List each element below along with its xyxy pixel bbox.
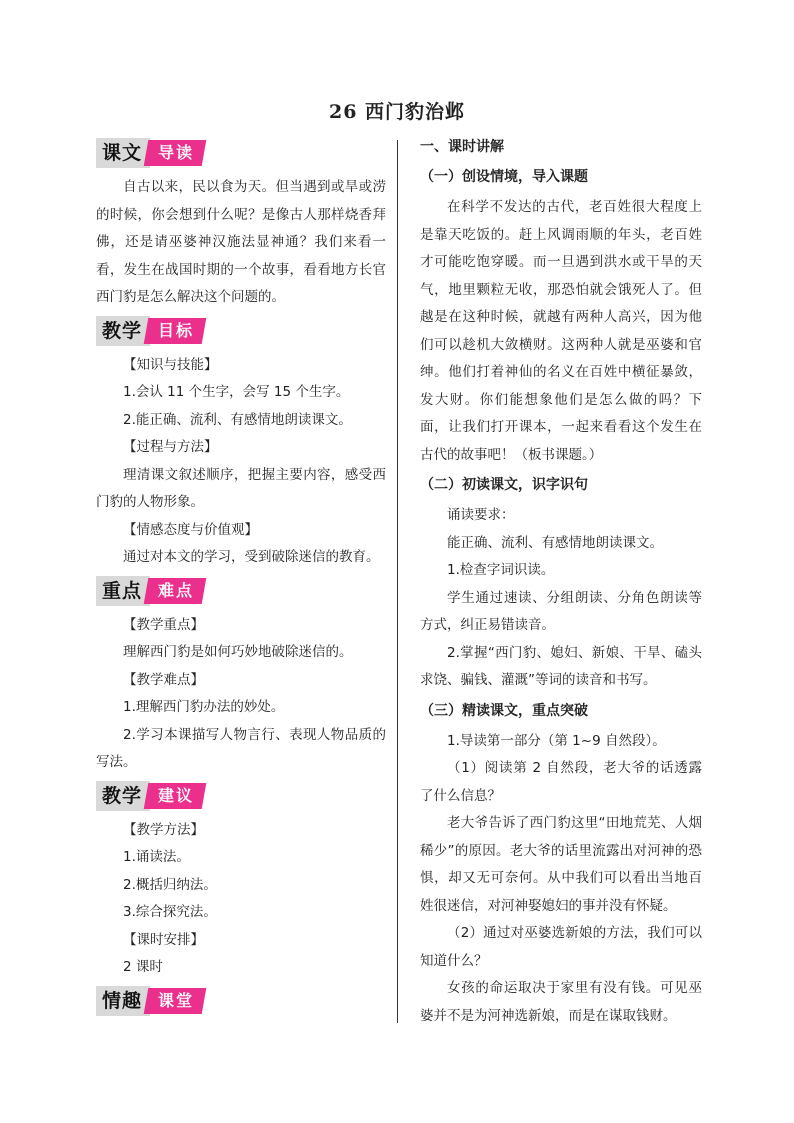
goal-item: 理清课文叙述顺序，把握主要内容，感受西门豹的人物形象。 <box>96 466 386 510</box>
section-badge-advice <box>96 781 386 811</box>
left-column <box>96 134 386 1022</box>
badge-label: 课文 <box>96 138 150 168</box>
badge-label: 教学 <box>96 781 150 811</box>
body-paragraph: 诵读要求： <box>447 507 515 523</box>
body-paragraph: 学生通过速读、分组朗读、分角色朗读等方式，纠正易错读音。 <box>420 589 702 633</box>
body-paragraph: 1.检查字词识读。 <box>447 562 555 578</box>
key-heading: 【教学重点】 <box>123 616 204 633</box>
intro-paragraph: 自古以来，民以食为天。但当遇到或旱或涝的时候，你会想到什么呢？是像古人那样烧香拜佛，还是请巫婆神汉施法显神通？我们来看一看，发生在战国时期的一个故事，看看地方长官西门豹是怎么解决这个问题的。 <box>96 179 386 305</box>
section-heading: 一、课时讲解 <box>420 139 504 155</box>
goal-item: 1.会认 11 个生字，会写 15 个生字。 <box>123 384 350 400</box>
body-paragraph: 2.掌握“西门豹、媳妇、新娘、干旱、磕头求饶、骗钱、灌溉”等词的读音和书写。 <box>420 644 702 688</box>
subsection-heading: （二）初读课文，识字识句 <box>420 477 588 493</box>
body-paragraph: 能正确、流利、有感情地朗读课文。 <box>447 534 663 551</box>
key-item: 2.学习本课描写人物言行、表现人物品质的写法。 <box>96 726 386 770</box>
key-item: 理解西门豹是如何巧妙地破除迷信的。 <box>123 644 353 660</box>
advice-heading: 【课时安排】 <box>123 931 204 948</box>
goal-item: 2.能正确、流利、有感情地朗读课文。 <box>123 411 352 428</box>
advice-item: 2 课时 <box>123 959 163 975</box>
goal-heading: 【过程与方法】 <box>123 439 218 455</box>
body-paragraph: 1.导读第一部分（第 1~9 自然段）。 <box>447 732 666 749</box>
goal-heading: 【情感态度与价值观】 <box>123 521 258 538</box>
advice-item: 1.诵读法。 <box>123 849 190 865</box>
goal-heading: 【知识与技能】 <box>123 356 218 373</box>
advice-item: 2.概括归纳法。 <box>123 876 217 893</box>
badge-tag: 导读 <box>144 140 207 166</box>
badge-label: 重点 <box>96 576 150 606</box>
right-column <box>420 134 702 1030</box>
badge-label: 情趣 <box>96 986 150 1016</box>
subsection-heading: （一）创设情境，导入课题 <box>420 169 588 185</box>
section-badge-goals <box>96 316 386 346</box>
body-paragraph: 在科学不发达的古代，老百姓很大程度上是靠天吃饭的。赶上风调雨顺的年头，老百姓才可能吃饱穿暖。而一旦遇到洪水或干旱的天气，地里颗粒无收，那恐怕就会饿死人了。但越是在这种时候，就越有两种人高兴，因为他们可以趁机大敛横财。这两种人就是巫婆和官绅。他们打着神仙的名义在百姓中横征暴敛，发大财。你们能想象他们是怎么做的吗？下面，让我们打开课本，一起来看看这个发生在古代的故事吧！（板书课题。） <box>420 199 702 463</box>
body-paragraph: （1）阅读第 2 自然段，老大爷的话透露了什么信息？ <box>420 760 702 804</box>
advice-heading: 【教学方法】 <box>123 821 204 838</box>
body-paragraph: 女孩的命运取决于家里有没有钱。可见巫婆并不是为河神选新娘，而是在谋取钱财。 <box>420 980 702 1024</box>
page-title: 26 西门豹治邺 <box>328 101 466 123</box>
badge-tag: 目标 <box>144 318 207 344</box>
body-paragraph: 老大爷告诉了西门豹这里“田地荒芜、人烟稀少”的原因。老大爷的话里流露出对河神的恐惧，却又无可奈何。从中我们可以看出当地百姓很迷信，对河神娶媳妇的事并没有怀疑。 <box>420 815 702 914</box>
key-heading: 【教学难点】 <box>123 671 204 688</box>
advice-item: 3.综合探究法。 <box>123 904 217 920</box>
badge-label: 教学 <box>96 316 150 346</box>
badge-tag: 课堂 <box>144 988 207 1014</box>
key-item: 1.理解西门豹办法的妙处。 <box>123 699 285 715</box>
body-paragraph: （2）通过对巫婆选新娘的方法，我们可以知道什么？ <box>420 925 702 969</box>
subsection-heading: （三）精读课文，重点突破 <box>420 702 588 719</box>
section-badge-keypoints <box>96 576 386 606</box>
badge-tag: 难点 <box>144 578 207 604</box>
goal-item: 通过对本文的学习，受到破除迷信的教育。 <box>123 549 380 565</box>
badge-tag: 建议 <box>144 783 207 809</box>
section-badge-classroom <box>96 986 386 1016</box>
section-badge-reading <box>96 138 386 168</box>
column-divider <box>397 140 398 1023</box>
